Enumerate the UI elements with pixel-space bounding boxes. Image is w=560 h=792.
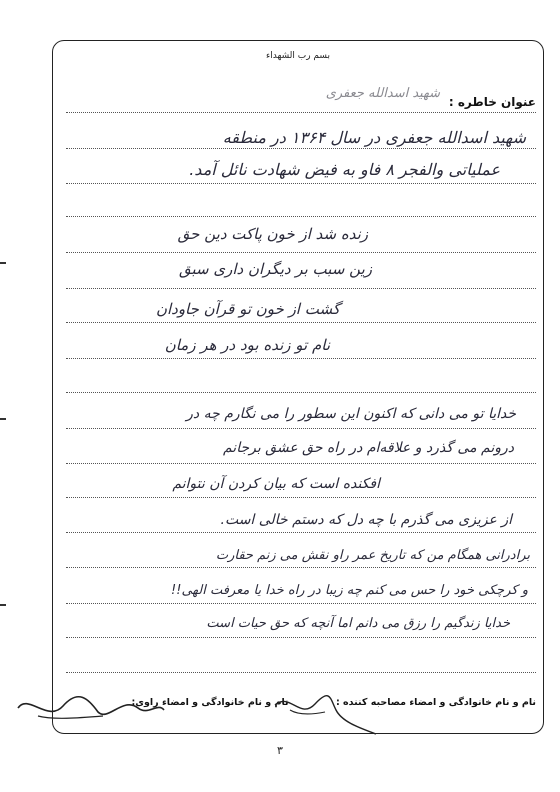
page-header: بسم رب الشهداء (266, 51, 330, 61)
interviewer-label: نام و نام خانوادگی و امضاء مصاحبه کننده : (335, 697, 536, 708)
handwritten-line: عملیاتی والفجر ۸ فاو به فیض شهادت نائل آمد. (189, 160, 500, 179)
interviewer-signature (270, 690, 380, 740)
ruled-line (66, 183, 536, 184)
handwritten-line: زین سبب بر دیگران داری سبق (179, 260, 372, 278)
handwritten-line: و کرچکی خود را حس می کنم چه زیبا در راه خدا یا معرفت الهی!! (171, 583, 528, 598)
margin-mark (0, 604, 6, 606)
ruled-line (66, 428, 536, 429)
handwritten-line: خدایا زندگیم را رزق می دانم اما آنچه که حق حیات است (206, 616, 510, 631)
narrator-signature (8, 688, 168, 728)
ruled-line (66, 358, 536, 359)
handwritten-line: خدایا تو می دانی که اکنون این سطور را می نگارم چه در (186, 406, 516, 422)
ruled-line (66, 532, 536, 533)
ruled-line (66, 112, 536, 113)
handwritten-line: گشت از خون تو قرآن جاودان (155, 300, 340, 318)
margin-mark (0, 262, 6, 264)
ruled-line (66, 148, 536, 149)
ruled-line (66, 497, 536, 498)
handwritten-line: نام تو زنده بود در هر زمان (164, 336, 330, 354)
ruled-line (66, 567, 536, 568)
handwritten-line: شهید اسدالله جعفری در سال ۱۳۶۴ در منطقه (222, 128, 526, 147)
title-label: عنوان خاطره : (448, 95, 536, 109)
handwritten-line: زنده شد از خون پاکت دین حق (177, 225, 368, 243)
handwritten-line: افکنده است که بیان کردن آن نتوانم (172, 476, 380, 492)
ruled-line (66, 672, 536, 673)
ruled-line (66, 322, 536, 323)
ruled-line (66, 392, 536, 393)
handwritten-line: از عزیزی می گذرم با چه دل که دستم خالی است. (220, 512, 512, 528)
ruled-line (66, 463, 536, 464)
ruled-line (66, 252, 536, 253)
page-number: ۳ (277, 744, 283, 757)
handwritten-line: برادرانی همگام من که تاریخ عمر راو نقش می زنم حقارت (215, 548, 530, 563)
ruled-line (66, 288, 536, 289)
handwritten-title: شهید اسدالله جعفری (325, 86, 440, 101)
narrator-label: نام و نام خانوادگی و امضاء راوی: (131, 697, 289, 708)
ruled-line (66, 603, 536, 604)
handwritten-line: درونم می گذرد و علاقه‌ام در راه حق عشق برجانم (222, 440, 514, 456)
ruled-line (66, 637, 536, 638)
margin-mark (0, 418, 6, 420)
ruled-line (66, 216, 536, 217)
